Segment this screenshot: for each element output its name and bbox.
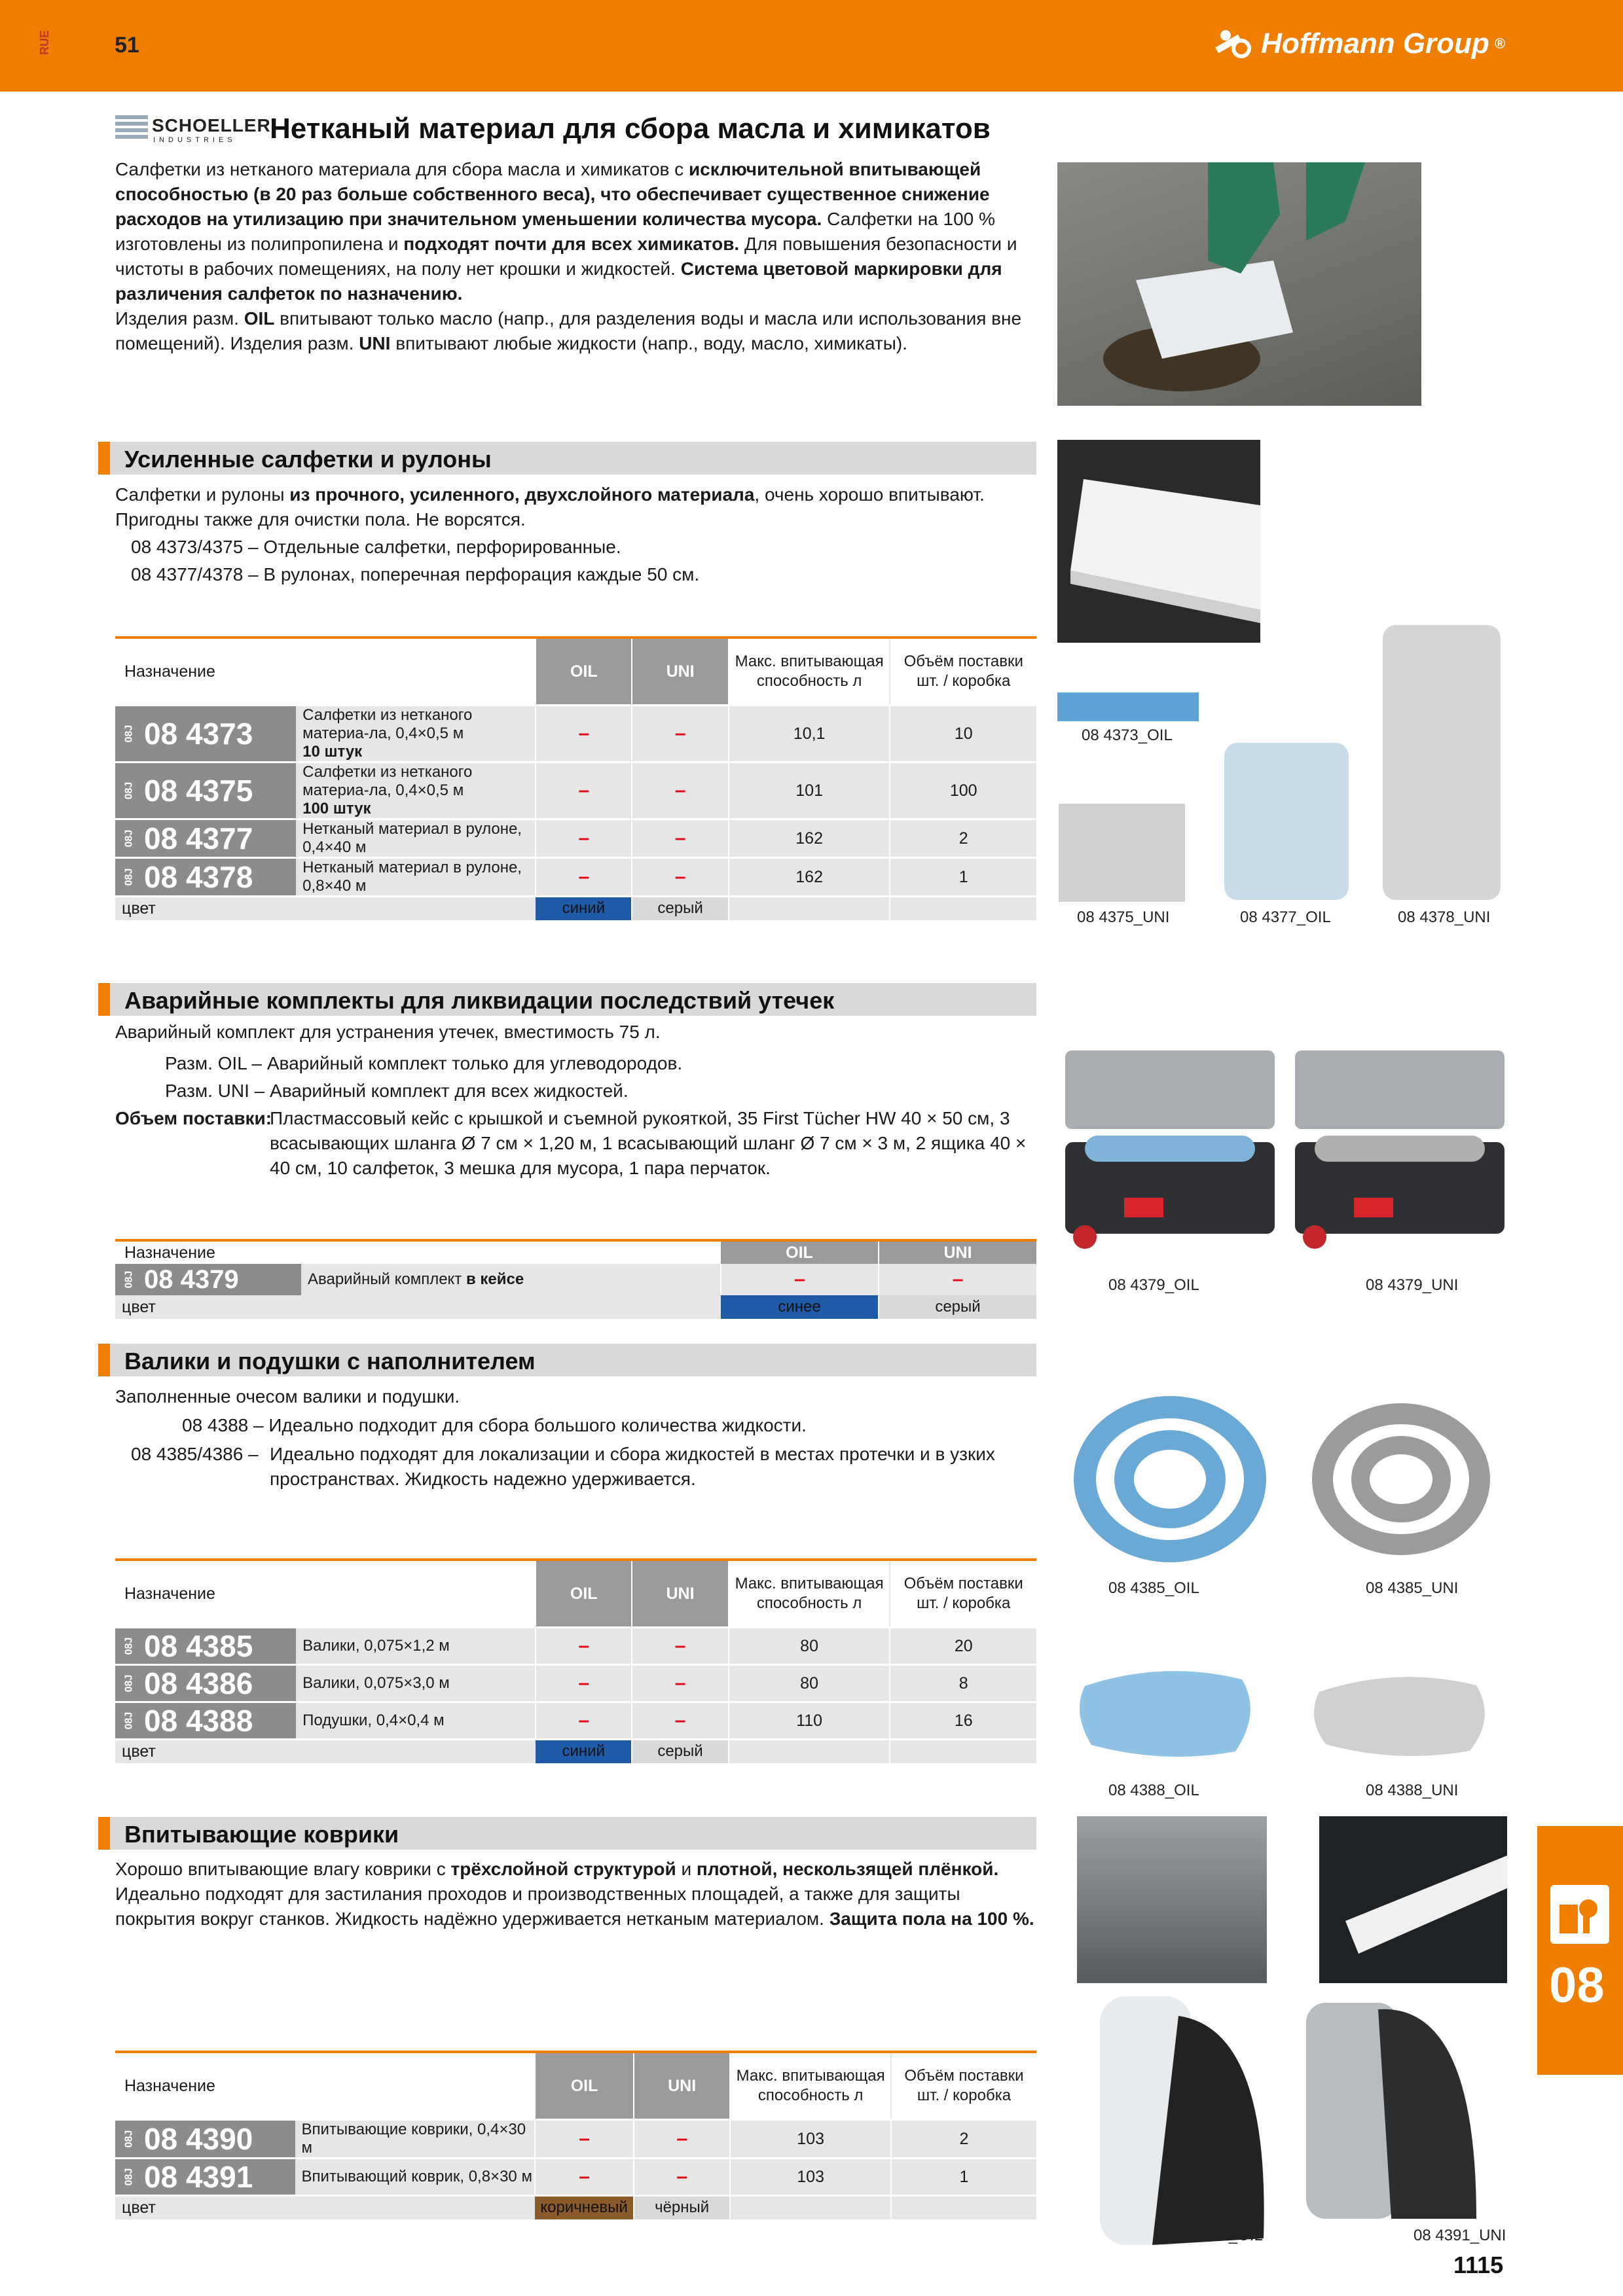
product-photo-084385-oil — [1072, 1381, 1275, 1584]
note-text: Аварийный комплект только для углеводородов. — [266, 1053, 683, 1073]
section-4-description — [115, 1857, 1038, 1931]
table-header-row — [115, 1240, 1036, 1264]
column-header-capacity: Макс. впитывающая способность л — [729, 1560, 890, 1628]
pack-qty-value: 8 — [890, 1665, 1036, 1702]
product-photo-084377 — [1224, 743, 1349, 900]
section-heading-text: Впитывающие коврики — [124, 1821, 399, 1848]
table-row — [115, 1264, 1036, 1295]
column-header-oil: OIL — [535, 2052, 634, 2120]
section-1-description — [115, 482, 1038, 532]
note-code: Разм. UNI – — [165, 1081, 265, 1101]
section-heading-mats — [98, 1817, 1036, 1850]
color-label: цвет — [115, 1295, 721, 1319]
image-caption: 08 4378_UNI — [1398, 908, 1491, 926]
article-number — [115, 1665, 296, 1702]
row-description — [295, 2159, 536, 2196]
capacity-value: 103 — [730, 2159, 891, 2196]
column-header-capacity: Макс. впитывающая способность л — [729, 637, 890, 706]
image-caption: 08 4385_UNI — [1366, 1579, 1459, 1597]
image-caption: 08 4391_OIL — [1172, 2227, 1263, 2244]
description-bold: 100 штук — [302, 800, 371, 817]
column-header-pack-qty: Объём поставки шт. / коробка — [891, 2052, 1036, 2120]
color-row — [115, 1295, 1036, 1319]
image-caption: 08 4379_UNI — [1366, 1276, 1459, 1294]
description-text: Валики, 0,075×1,2 м — [302, 1637, 450, 1655]
capacity-value: 103 — [730, 2120, 891, 2159]
article-number — [115, 1264, 301, 1295]
column-header-oil: OIL — [721, 1240, 879, 1264]
schoeller-logo — [115, 115, 271, 148]
note-line — [165, 1051, 682, 1076]
image-caption: 08 4391_UNI — [1413, 2227, 1506, 2244]
table-header-row — [115, 1560, 1036, 1628]
note-line — [165, 1079, 629, 1103]
section-heading-spill-kits — [98, 983, 1036, 1016]
text-segment: подходят почти для всех химикатов. — [403, 234, 740, 254]
column-header-oil: OIL — [536, 637, 632, 706]
column-header-uni: UNI — [632, 1560, 728, 1628]
description-text: Валики, 0,075×3,0 м — [302, 1674, 450, 1692]
note-code: 08 4388 – — [182, 1415, 264, 1435]
article-number-text: 08 4377 — [144, 821, 253, 855]
section-heading-text: Валики и подушки с наполнителем — [124, 1348, 536, 1374]
schoeller-sub: INDUSTRIES — [153, 136, 236, 144]
oil-value: – — [536, 819, 632, 858]
table-row — [115, 1702, 1036, 1740]
capacity-value: 80 — [729, 1665, 890, 1702]
color-uni-swatch: чёрный — [634, 2196, 730, 2219]
text-segment: Изделия разм. — [115, 308, 244, 329]
text-segment: UNI — [359, 333, 391, 353]
article-number — [115, 1702, 296, 1740]
product-table-mats — [115, 2051, 1036, 2219]
note-text: Идеально подходят для локализации и сбора жидкостей в местах протечки и в узких пространствах. Жидкость надежно удерживается. — [270, 1444, 995, 1489]
image-caption: 08 4385_OIL — [1108, 1579, 1199, 1597]
text-segment: Защита пола на 100 %. — [829, 1909, 1034, 1929]
page-title: Нетканый материал для сбора масла и химикатов — [270, 113, 991, 145]
article-prefix: 08J — [123, 1674, 135, 1693]
color-empty — [730, 2196, 891, 2219]
oil-value: – — [721, 1264, 879, 1295]
note-line — [182, 1413, 807, 1438]
column-header-oil: OIL — [536, 1560, 632, 1628]
section-3-description: Заполненные очесом валики и подушки. — [115, 1386, 460, 1407]
text-segment: OIL — [244, 308, 275, 329]
product-table-wipes — [115, 636, 1036, 920]
row-description — [295, 2120, 536, 2159]
table-row — [115, 2159, 1036, 2196]
oil-value: – — [536, 1702, 632, 1740]
column-header-uni: UNI — [632, 637, 728, 706]
oil-value: – — [535, 2159, 634, 2196]
capacity-value: 80 — [729, 1628, 890, 1665]
note-text: Аварийный комплект для всех жидкостей. — [270, 1081, 629, 1101]
note-text: В рулонах, поперечная перфорация каждые 50 см. — [263, 564, 700, 584]
capacity-value: 101 — [729, 762, 890, 819]
color-empty — [729, 1740, 890, 1763]
image-caption: 08 4388_UNI — [1366, 1782, 1459, 1799]
text-segment: Салфетки и рулоны — [115, 484, 290, 505]
article-number-text: 08 4388 — [144, 1704, 253, 1738]
uni-value: – — [632, 1628, 728, 1665]
pack-qty-value: 10 — [890, 706, 1036, 762]
pack-qty-value: 1 — [891, 2159, 1036, 2196]
description-bold: в кейсе — [465, 1270, 524, 1288]
brand-name: Hoffmann Group — [1261, 27, 1489, 60]
article-number — [115, 819, 296, 858]
text-segment: исключительной впитывающей способностью (в 20 раз больше собственного веса), что обеспечивает существенное снижение расходов на утилизацию при значительном уменьшении количества мусора. — [115, 159, 990, 229]
text-segment: Салфетки из нетканого материала для сбора масла и химикатов с — [115, 159, 689, 179]
note-code: Разм. OIL – — [165, 1053, 263, 1073]
product-photo-084391-uni — [1300, 1990, 1496, 2225]
oil-value: – — [536, 858, 632, 897]
region-label: RUE — [38, 29, 51, 55]
article-number — [115, 2120, 295, 2159]
hero-photo-glove — [1057, 162, 1421, 406]
table-header-row — [115, 2052, 1036, 2120]
chapter-tab[interactable] — [1537, 1826, 1623, 2075]
article-number-text: 08 4379 — [144, 1265, 239, 1294]
product-photo-084388-oil — [1072, 1660, 1262, 1765]
row-description — [296, 858, 536, 897]
description-text: Аварийный комплект — [308, 1270, 466, 1288]
pack-qty-value: 1 — [890, 858, 1036, 897]
chapter-cleaning-icon — [1550, 1885, 1609, 1944]
hoffmann-logo — [1215, 27, 1505, 60]
uni-value: – — [634, 2159, 730, 2196]
color-uni-swatch: серый — [632, 897, 728, 920]
color-label: цвет — [115, 2196, 535, 2219]
color-empty — [891, 2196, 1036, 2219]
table-header-row — [115, 637, 1036, 706]
capacity-value: 162 — [729, 819, 890, 858]
column-header-pack-qty: Объём поставки шт. / коробка — [890, 637, 1036, 706]
uni-value: – — [632, 762, 728, 819]
text-segment: из прочного, усиленного, двухслойного материала — [289, 484, 755, 505]
product-photo-084385-uni — [1303, 1381, 1506, 1584]
note-line — [131, 562, 699, 587]
mat-application-photo — [1077, 1816, 1267, 1983]
text-segment: впитывают только масло (напр., для разделения воды и масла или использования вне помещений). Изделия разм. — [115, 308, 1022, 353]
color-row — [115, 897, 1036, 920]
note-code: 08 4377/4378 – — [131, 564, 259, 584]
text-segment: впитывают любые жидкости (напр., воду, масло, химикаты). — [390, 333, 907, 353]
color-empty — [729, 897, 890, 920]
column-header-uni: UNI — [634, 2052, 730, 2120]
description-text: Салфетки из нетканого материа-ла, 0,4×0,5 м — [302, 763, 473, 799]
pack-qty-value: 16 — [890, 1702, 1036, 1740]
image-caption: 08 4377_OIL — [1240, 908, 1331, 926]
color-oil-swatch: синий — [536, 1740, 632, 1763]
column-header-purpose: Назначение — [115, 637, 536, 706]
table-row — [115, 819, 1036, 858]
pack-qty-value: 100 — [890, 762, 1036, 819]
row-description — [301, 1264, 721, 1295]
text-segment: плотной, нескользящей плёнкой. — [696, 1859, 999, 1879]
capacity-value: 10,1 — [729, 706, 890, 762]
text-segment: Идеально подходят для застилания проходов и производственных площадей, а также для защиты покрытия вокруг станков. Жидкость надёжно удерживается нетканым материалом. — [115, 1884, 960, 1929]
pack-qty-value: 20 — [890, 1628, 1036, 1665]
row-description — [296, 706, 536, 762]
color-row — [115, 1740, 1036, 1763]
intro-text-2 — [115, 306, 1038, 356]
section-heading-socks-pillows — [98, 1344, 1036, 1376]
color-empty — [890, 897, 1036, 920]
article-prefix: 08J — [123, 868, 135, 886]
section-heading-text: Усиленные салфетки и рулоны — [124, 446, 492, 473]
image-caption: 08 4379_OIL — [1108, 1276, 1199, 1294]
article-prefix: 08J — [123, 1270, 135, 1289]
color-label: цвет — [115, 1740, 536, 1763]
note-text: Идеально подходит для сбора большого количества жидкости. — [268, 1415, 807, 1435]
article-number — [115, 706, 296, 762]
capacity-value: 110 — [729, 1702, 890, 1740]
color-oil-swatch: коричневый — [535, 2196, 634, 2219]
article-number — [115, 2159, 295, 2196]
article-number — [115, 762, 296, 819]
note-code: 08 4373/4375 – — [131, 537, 259, 557]
pack-qty-value: 2 — [890, 819, 1036, 858]
note-text: Отдельные салфетки, перфорированные. — [263, 537, 621, 557]
product-photo-084379-oil — [1059, 1050, 1283, 1250]
color-uni-swatch: серый — [632, 1740, 728, 1763]
description-bold: 10 штук — [302, 743, 363, 761]
schoeller-name: SCHOELLER — [152, 115, 271, 135]
article-number-text: 08 4391 — [144, 2160, 253, 2194]
product-photo-084378 — [1383, 625, 1501, 900]
image-caption: 08 4375_UNI — [1077, 908, 1170, 926]
table-row — [115, 706, 1036, 762]
color-oil-swatch: синее — [721, 1295, 879, 1319]
product-table-socks — [115, 1558, 1036, 1763]
pack-qty-value: 2 — [891, 2120, 1036, 2159]
text-segment: и — [676, 1859, 697, 1879]
column-header-purpose: Назначение — [115, 1560, 536, 1628]
text-segment: Система цветовой маркировки для различения салфеток по назначению. — [115, 259, 1002, 304]
table-row — [115, 1665, 1036, 1702]
color-uni-swatch: серый — [879, 1295, 1036, 1319]
product-photo-084388-uni — [1306, 1666, 1496, 1764]
product-photo-084375 — [1059, 804, 1185, 902]
perforated-wipes-photo — [1057, 440, 1260, 643]
column-header-pack-qty: Объём поставки шт. / коробка — [890, 1560, 1036, 1628]
table-row — [115, 858, 1036, 897]
table-row — [115, 762, 1036, 819]
image-caption: 08 4388_OIL — [1108, 1782, 1199, 1799]
column-header-purpose: Назначение — [115, 2052, 535, 2120]
mat-closeup-photo — [1319, 1816, 1507, 1983]
article-number-text: 08 4375 — [144, 774, 253, 808]
uni-value: – — [632, 1702, 728, 1740]
uni-value: – — [632, 1665, 728, 1702]
article-number-text: 08 4378 — [144, 860, 253, 894]
text-segment: Хорошо впитывающие влагу коврики с — [115, 1859, 451, 1879]
oil-value: – — [536, 1665, 632, 1702]
column-header-capacity: Макс. впитывающая способность л — [730, 2052, 891, 2120]
section-2-description: Аварийный комплект для устранения утечек, вместимость 75 л. — [115, 1022, 661, 1042]
article-number-text: 08 4373 — [144, 717, 253, 751]
catalog-page-number: 51 — [115, 33, 139, 58]
description-text: Нетканый материал в рулоне, 0,8×40 м — [302, 859, 522, 895]
oil-value: – — [536, 706, 632, 762]
article-number-text: 08 4385 — [144, 1629, 253, 1663]
description-text: Впитывающие коврики, 0,4×30 м — [301, 2121, 526, 2157]
uni-value: – — [632, 706, 728, 762]
article-number — [115, 858, 296, 897]
description-text: Впитывающий коврик, 0,8×30 м — [301, 2168, 532, 2185]
brand-mark: ® — [1494, 35, 1505, 52]
color-empty — [890, 1740, 1036, 1763]
table-row — [115, 1628, 1036, 1665]
article-number-text: 08 4390 — [144, 2122, 253, 2156]
article-prefix: 08J — [123, 1712, 135, 1730]
scope-text: Пластмассовый кейс с крышкой и съемной рукояткой, 35 First Tücher HW 40 × 50 см, 3 всасывающих шланга Ø 7 см × 1,20 м, 1 всасывающий шланг Ø 7 см × 3 м, 2 ящика 40 × 40 см, 10 салфеток, 3 мешка для мусора, 1 пара перчаток. — [270, 1108, 1027, 1178]
uni-value: – — [634, 2120, 730, 2159]
text-segment: , очень хорошо впитывают. Пригодны также для очистки пола. Не ворсятся. — [115, 484, 985, 529]
scope-label: Объем поставки: — [115, 1108, 272, 1128]
chapter-number: 08 — [1549, 1958, 1605, 2013]
hoffmann-mark-icon — [1215, 29, 1252, 59]
note-code: 08 4385/4386 – — [131, 1444, 259, 1464]
row-description — [296, 1665, 536, 1702]
uni-value: – — [879, 1264, 1036, 1295]
section-heading-reinforced-wipes — [98, 442, 1036, 475]
row-description — [296, 819, 536, 858]
text-segment: трёхслойной структурой — [450, 1859, 676, 1879]
product-photo-084373 — [1057, 692, 1199, 721]
footer-page-number: 1115 — [1453, 2251, 1504, 2278]
note-line — [131, 535, 621, 560]
article-number — [115, 1628, 296, 1665]
image-caption: 08 4373_OIL — [1082, 726, 1173, 744]
color-oil-swatch: синий — [536, 897, 632, 920]
product-photo-084379-uni — [1288, 1050, 1513, 1250]
text-segment: Для повышения безопасности и чистоты в рабочих помещениях, на полу нет крошки и жидкостей. — [115, 234, 1017, 279]
section-heading-text: Аварийные комплекты для ликвидации последствий утечек — [124, 987, 835, 1014]
color-row — [115, 2196, 1036, 2219]
intro-text — [115, 157, 1038, 306]
oil-value: – — [536, 762, 632, 819]
row-description — [296, 1702, 536, 1740]
description-text: Салфетки из нетканого материа-ла, 0,4×0,5 м — [302, 706, 473, 742]
article-number-text: 08 4386 — [144, 1666, 253, 1700]
article-prefix: 08J — [123, 2130, 135, 2148]
article-prefix: 08J — [123, 2168, 135, 2186]
uni-value: – — [632, 819, 728, 858]
product-table-spill-kit — [115, 1239, 1036, 1319]
description-text: Нетканый материал в рулоне, 0,4×40 м — [302, 820, 522, 856]
column-header-purpose: Назначение — [115, 1240, 721, 1264]
table-row — [115, 2120, 1036, 2159]
product-photo-084391-oil — [1074, 1990, 1277, 2251]
row-description — [296, 762, 536, 819]
row-description — [296, 1628, 536, 1665]
color-label: цвет — [115, 897, 536, 920]
article-prefix: 08J — [123, 1637, 135, 1655]
oil-value: – — [536, 1628, 632, 1665]
article-prefix: 08J — [123, 725, 135, 743]
capacity-value: 162 — [729, 858, 890, 897]
uni-value: – — [632, 858, 728, 897]
article-prefix: 08J — [123, 829, 135, 848]
article-prefix: 08J — [123, 781, 135, 800]
description-text: Подушки, 0,4×0,4 м — [302, 1712, 445, 1729]
oil-value: – — [535, 2120, 634, 2159]
column-header-uni: UNI — [879, 1240, 1036, 1264]
text-segment: Салфетки на 100 % изготовлены из полипропилена и — [115, 209, 995, 254]
